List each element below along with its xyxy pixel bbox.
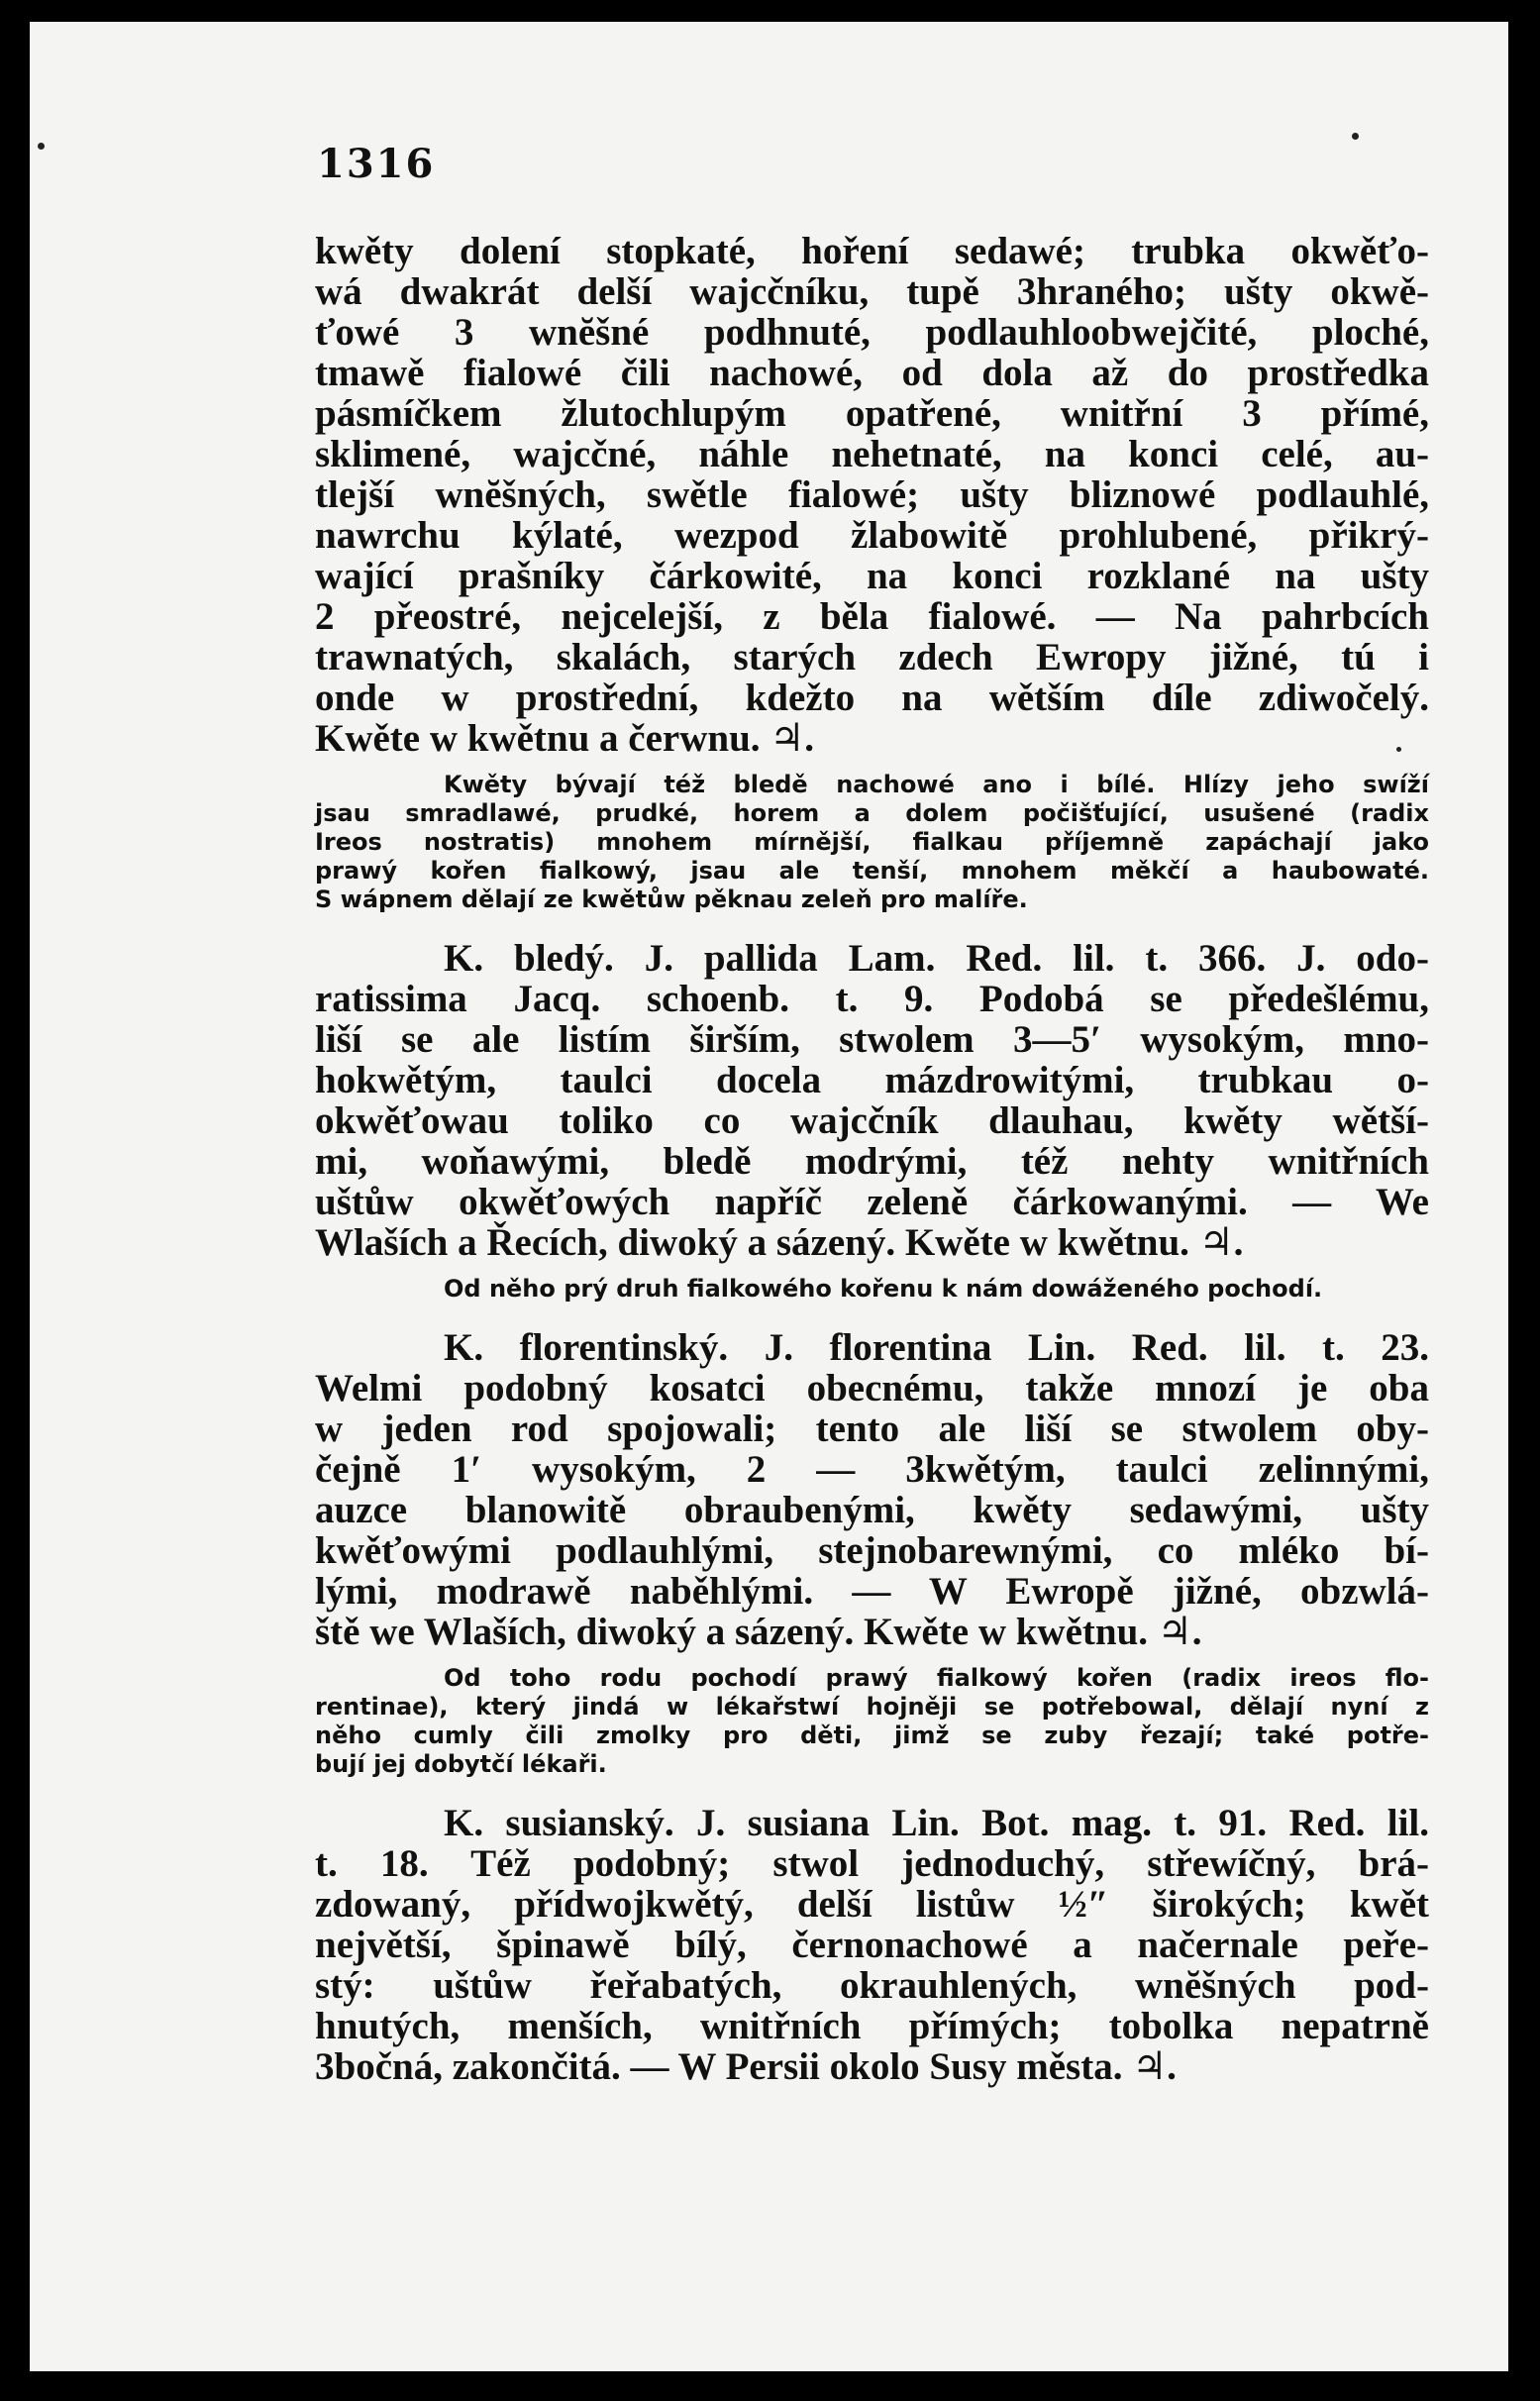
paragraph-gap: [315, 1779, 1429, 1803]
text-line: onde w prostřední, kdežto na wětším díle zdiwočelý.: [315, 677, 1429, 719]
text-line: největší, špinawě bílý, černonachowé a načernale peře-: [315, 1924, 1429, 1966]
text-line: Od toho rodu pochodí prawý fialkowý kořen (radix ireos flo-: [444, 1664, 1429, 1692]
text-line: S wápnem dělají ze kwětůw pěknau zeleň pro malíře.: [315, 886, 1028, 913]
text-line: wající prašníky čárkowité, na konci rozklané na ušty: [315, 555, 1429, 597]
text-line: sklimené, wajcčné, náhle nehetnaté, na konci celé, au-: [315, 433, 1429, 475]
text-line: ratissima Jacq. schoenb. t. 9. Podobá se předešlému,: [315, 978, 1429, 1020]
paragraph-gap: [315, 1263, 1429, 1275]
text-line: prawý kořen fialkowý, jsau ale tenší, mnohem měkčí a haubowaté.: [315, 857, 1429, 885]
text-line: ště we Wlaších, diwoký a sázený. Kwěte w kwětnu. ♃.: [315, 1611, 1202, 1653]
text-line: lými, modrawě naběhlými. — W Ewropě jižné, obzwlá-: [315, 1570, 1429, 1613]
text-line: uštůw okwěťowých napříč zeleně čárkowanými. — We: [315, 1181, 1429, 1223]
body-paragraph: [315, 938, 1429, 1263]
text-line: něho cumly čili zmolky pro děti, jimž se zuby řezají; také potře-: [315, 1722, 1429, 1749]
text-line: kwěty dolení stopkaté, hoření sedawé; trubka okwěťo-: [315, 230, 1429, 272]
body-paragraph: [315, 1327, 1429, 1652]
text-line: čejně 1′ wysokým, 2 — 3kwětým, taulci zelinnými,: [315, 1448, 1429, 1491]
text-line: tmawě fialowé čili nachowé, od dola až do prostředka: [315, 352, 1429, 394]
text-line: wá dwakrát delší wajcčníku, tupě 3hraného; ušty okwě-: [315, 270, 1429, 313]
text-line: okwěťowau toliko co wajcčník dlauhau, kwěty wětší-: [315, 1099, 1429, 1142]
page-text: [315, 231, 1429, 2087]
page-number: 1316: [317, 141, 436, 187]
text-line: ťowé 3 wnĕšné podhnuté, podlauhloobwejčité, ploché,: [315, 311, 1429, 354]
note-paragraph: [315, 1664, 1429, 1779]
text-line: mi, woňawými, bledě modrými, též nehty wnitřních: [315, 1140, 1429, 1183]
text-line: stý: uštůw řeřabatých, okrauhlených, wnĕšných pod-: [315, 1964, 1429, 2007]
text-line: hnutých, menších, wnitřních přímých; tobolka nepatrně: [315, 2005, 1429, 2047]
note-paragraph: [315, 1275, 1429, 1304]
text-line: 3bočná, zakončitá. — W Persii okolo Susy města. ♃.: [315, 2045, 1177, 2088]
speck-mark: [38, 143, 45, 150]
text-line: K. florentinský. J. florentina Lin. Red. lil. t. 23.: [444, 1326, 1429, 1369]
text-line: zdowaný, přídwojkwětý, delší listůw ½″ širokých; kwět: [315, 1883, 1429, 1926]
text-line: tlejší wnĕšných, swětle fialowé; ušty bliznowé podlauhlé,: [315, 473, 1429, 516]
text-line: kwěťowými podlauhlými, stejnobarewnými, co mléko bí-: [315, 1529, 1429, 1572]
paragraph-gap: [315, 914, 1429, 938]
text-line: t. 18. Též podobný; stwol jednoduchý, střewíčný, brá-: [315, 1842, 1429, 1885]
note-paragraph: [315, 771, 1429, 914]
paragraph-gap: [315, 759, 1429, 771]
text-line: bují jej dobytčí lékaři.: [315, 1750, 607, 1778]
body-paragraph: [315, 1803, 1429, 2087]
text-line: nawrchu kýlaté, wezpod žlabowitě prohlubené, přikrý-: [315, 514, 1429, 557]
text-line: pásmíčkem žlutochlupým opatřené, wnitřní 3 přímé,: [315, 392, 1429, 435]
text-line: w jeden rod spojowali; tento ale liší se stwolem oby-: [315, 1408, 1429, 1450]
text-line: trawnatých, skalách, starých zdech Ewropy jižné, tú i: [315, 636, 1429, 679]
paragraph-gap: [315, 1304, 1429, 1327]
text-line: Od něho prý druh fialkowého kořenu k nám dowáženého pochodí.: [444, 1275, 1323, 1303]
text-line: Welmi podobný kosatci obecnému, takže mnozí je oba: [315, 1367, 1429, 1409]
text-line: auzce blanowitě obraubenými, kwěty sedawými, ušty: [315, 1489, 1429, 1531]
paragraph-gap: [315, 1652, 1429, 1664]
text-line: 2 přeostré, nejcelejší, z běla fialowé. — Na pahrbcích: [315, 595, 1429, 638]
text-line: rentinae), který jindá w lékařstwí hojněji se potřebowal, dělají nyní z: [315, 1693, 1429, 1721]
text-line: liší se ale listím širším, stwolem 3—5′ wysokým, mno-: [315, 1018, 1429, 1061]
speck-mark: [1352, 133, 1359, 140]
text-line: Kwěte w kwětnu a čerwnu. ♃.: [315, 717, 814, 760]
text-line: K. susianský. J. susiana Lin. Bot. mag. t. 91. Red. lil.: [444, 1802, 1429, 1844]
body-paragraph: [315, 231, 1429, 759]
text-line: Ireos nostratis) mnohem mírnější, fialkau příjemně zapáchají jako: [315, 828, 1429, 856]
text-line: Wlaších a Řecích, diwoký a sázený. Kwěte w kwětnu. ♃.: [315, 1221, 1244, 1264]
text-line: jsau smradlawé, prudké, horem a dolem počišťující, usušené (radix: [315, 799, 1429, 827]
text-line: hokwětým, taulci docela mázdrowitými, trubkau o-: [315, 1059, 1429, 1101]
text-line: Kwěty bývají též bledě nachowé ano i bílé. Hlízy jeho swíží: [444, 771, 1429, 798]
text-line: K. bledý. J. pallida Lam. Red. lil. t. 366. J. odo-: [444, 937, 1429, 980]
